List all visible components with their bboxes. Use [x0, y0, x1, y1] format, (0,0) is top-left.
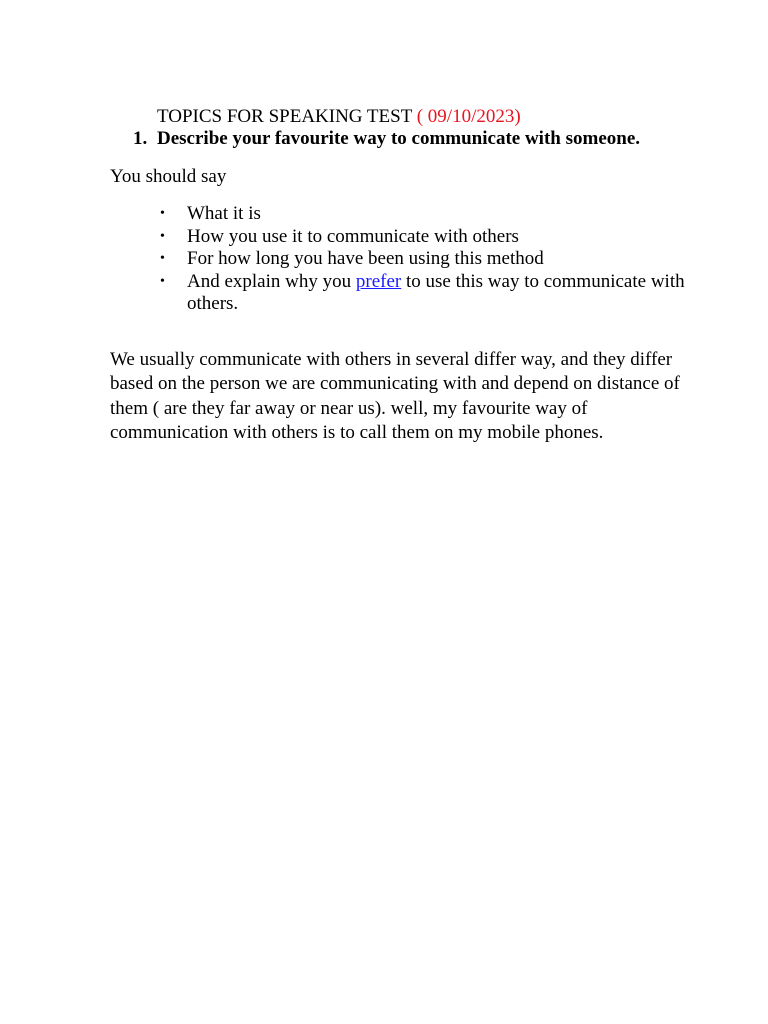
- bullet-list: [160, 203, 697, 316]
- question-text: Describe your favourite way to communicate with someone.: [157, 128, 641, 149]
- bullet-icon: •: [160, 273, 165, 289]
- title-date: ( 09/10/2023): [416, 106, 521, 127]
- body-paragraph: We usually communicate with others in several differ way, and they differ based on the person we are communicating with and depend on distance of them ( are they far away or near us). well, my favourite way of communication with others is to call them on my mobile phones.: [110, 349, 680, 444]
- title-text: TOPICS FOR SPEAKING TEST: [157, 106, 412, 127]
- bullet-item: [160, 248, 697, 271]
- question-number: 1.: [133, 128, 148, 149]
- bullet-text-after: to use this way to communicate with others.: [187, 270, 685, 314]
- bullet-text: What it is: [187, 203, 261, 224]
- bullet-item: [160, 226, 697, 249]
- bullet-text: How you use it to communicate with others: [187, 225, 519, 247]
- bullet-item: [160, 271, 697, 316]
- bullet-text-before: And explain why you: [187, 270, 356, 292]
- question-heading: [133, 128, 640, 150]
- prefer-link[interactable]: prefer: [355, 270, 402, 292]
- bullet-icon: •: [160, 251, 165, 266]
- bullet-icon: •: [160, 206, 165, 221]
- intro-text: You should say: [110, 166, 227, 187]
- bullet-item: [160, 203, 697, 226]
- bullet-icon: •: [160, 228, 165, 244]
- bullet-text: For how long you have been using this method: [187, 248, 544, 269]
- document-title: [157, 106, 521, 128]
